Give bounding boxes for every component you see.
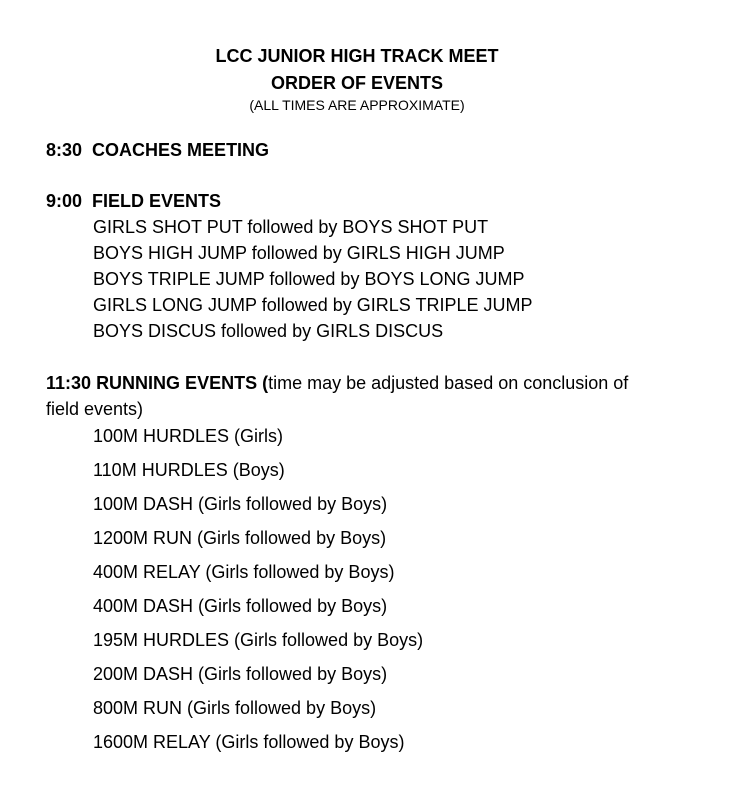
running-events-note-continued: field events) — [46, 399, 144, 419]
running-event-item: 200M DASH (Girls followed by Boys) — [93, 664, 388, 684]
running-events-note: time may be adjusted based on conclusion of — [268, 373, 629, 393]
field-event-item: BOYS DISCUS followed by GIRLS DISCUS — [93, 321, 444, 341]
coaches-meeting-heading — [46, 138, 269, 162]
times-approximate-note: (ALL TIMES ARE APPROXIMATE) — [249, 97, 465, 113]
field-events-time: 9:00 — [46, 191, 83, 211]
running-event-item: 1600M RELAY (Girls followed by Boys) — [93, 732, 405, 752]
field-events-heading — [46, 189, 221, 213]
running-events-heading — [46, 371, 628, 395]
running-event-item: 100M HURDLES (Girls) — [93, 426, 284, 446]
coaches-meeting-title: COACHES MEETING — [92, 140, 270, 160]
coaches-meeting-time: 8:30 — [46, 140, 83, 160]
field-events-title: FIELD EVENTS — [92, 191, 222, 211]
running-events-time: 11:30 — [46, 373, 92, 393]
field-event-item: BOYS TRIPLE JUMP followed by BOYS LONG JUMP — [93, 269, 525, 289]
running-event-item: 400M DASH (Girls followed by Boys) — [93, 596, 388, 616]
running-event-item: 100M DASH (Girls followed by Boys) — [93, 494, 388, 514]
document-subtitle-heading: ORDER OF EVENTS — [270, 73, 444, 93]
running-events-title: RUNNING EVENTS ( — [96, 373, 269, 393]
field-event-item: GIRLS LONG JUMP followed by GIRLS TRIPLE JUMP — [93, 295, 533, 315]
running-event-item: 400M RELAY (Girls followed by Boys) — [93, 562, 395, 582]
running-event-item: 1200M RUN (Girls followed by Boys) — [93, 528, 387, 548]
running-event-item: 195M HURDLES (Girls followed by Boys) — [93, 630, 424, 650]
field-event-item: BOYS HIGH JUMP followed by GIRLS HIGH JUMP — [93, 243, 505, 263]
field-event-item: GIRLS SHOT PUT followed by BOYS SHOT PUT — [93, 217, 489, 237]
document-title: LCC JUNIOR HIGH TRACK MEET — [215, 46, 499, 66]
running-event-item: 800M RUN (Girls followed by Boys) — [93, 698, 377, 718]
running-event-item: 110M HURDLES (Boys) — [93, 460, 285, 480]
